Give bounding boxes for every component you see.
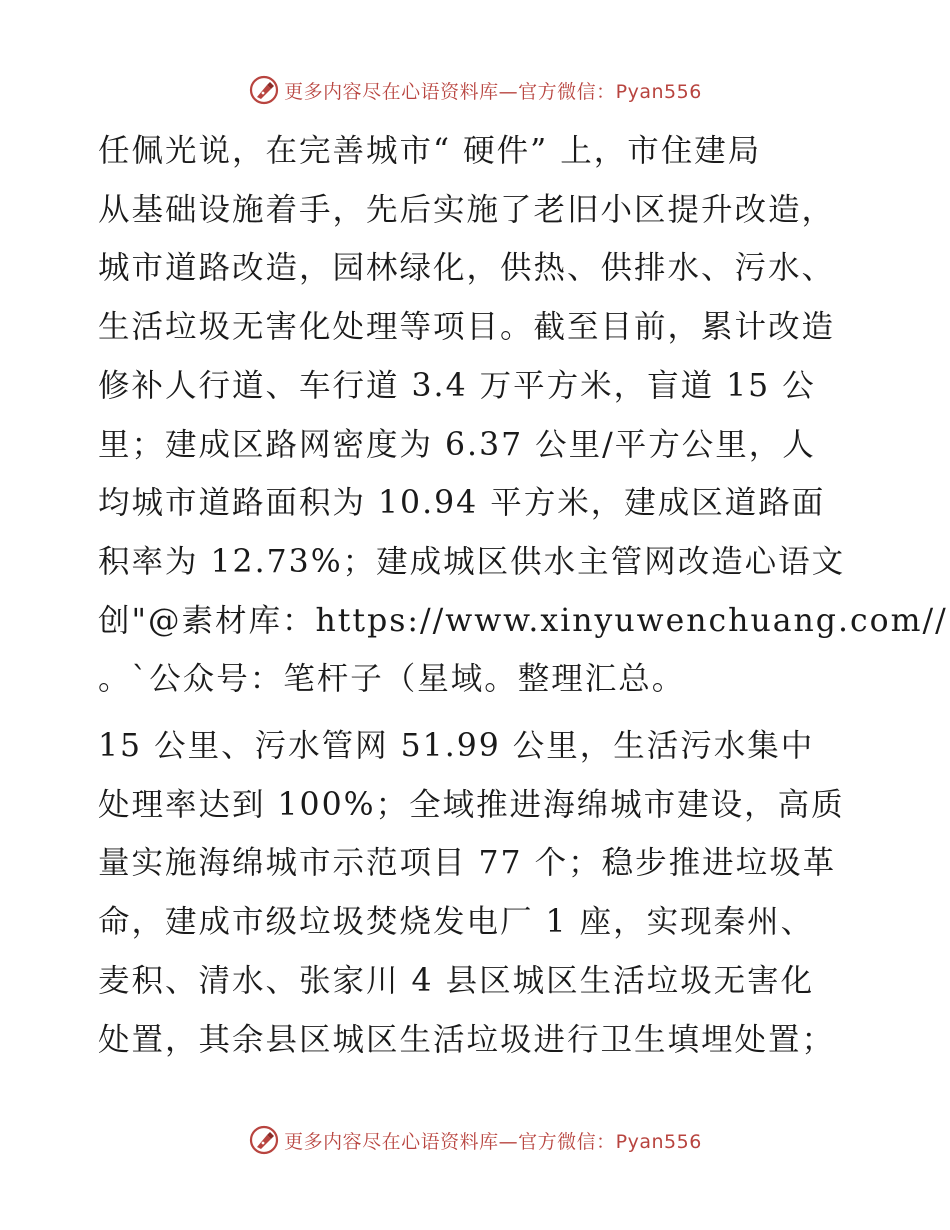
text-line: 创"@素材库：https://www.xinyuwenchuang.com// (98, 602, 948, 639)
pen-nib-icon (248, 74, 280, 106)
text-line: 。`公众号：笔杆子（星域。整理汇总。 (98, 661, 686, 698)
text-line: 15 公里、污水管网 51.99 公里，生活污水集中 (98, 728, 815, 765)
text-line: 任佩光说，在完善城市“ 硬件” 上，市住建局 (98, 133, 762, 169)
paragraph-2 (98, 717, 858, 1069)
text-line: 生活垃圾无害化处理等项目。截至目前，累计改造 (98, 309, 836, 346)
text-line: 均城市道路面积为 10.94 平方米，建成区道路面 (98, 485, 826, 522)
text-line: 处置，其余县区城区生活垃圾进行卫生填埋处置； (98, 1021, 836, 1058)
text-line: 里；建成区路网密度为 6.37 公里/平方公里，人 (98, 426, 816, 463)
text-line: 量实施海绵城市示范项目 77 个；稳步推进垃圾革 (98, 845, 837, 882)
footer-banner (0, 1120, 950, 1160)
paragraph-1 (98, 122, 948, 709)
text-line: 修补人行道、车行道 3.4 万平方米，盲道 15 公 (98, 367, 816, 404)
text-line: 城市道路改造，园林绿化，供热、供排水、污水、 (98, 250, 836, 287)
text-line: 积率为 12.73%；建成城区供水主管网改造心语文 (98, 543, 846, 580)
text-line: 从基础设施着手，先后实施了老旧小区提升改造， (98, 191, 836, 228)
header-banner-text: 更多内容尽在心语资料库—官方微信：Pyan556 (284, 80, 702, 103)
text-line: 麦积、清水、张家川 4 县区城区生活垃圾无害化 (98, 962, 815, 999)
text-line: 命，建成市级垃圾焚烧发电厂 1 座，实现秦州、 (98, 904, 815, 941)
document-body (98, 122, 948, 1069)
text-line: 处理率达到 100%；全域推进海绵城市建设，高质 (98, 786, 845, 823)
header-banner (0, 70, 950, 110)
footer-banner-text: 更多内容尽在心语资料库—官方微信：Pyan556 (284, 1130, 702, 1153)
paragraph-spacer (98, 709, 858, 717)
pen-nib-icon (248, 1124, 280, 1156)
